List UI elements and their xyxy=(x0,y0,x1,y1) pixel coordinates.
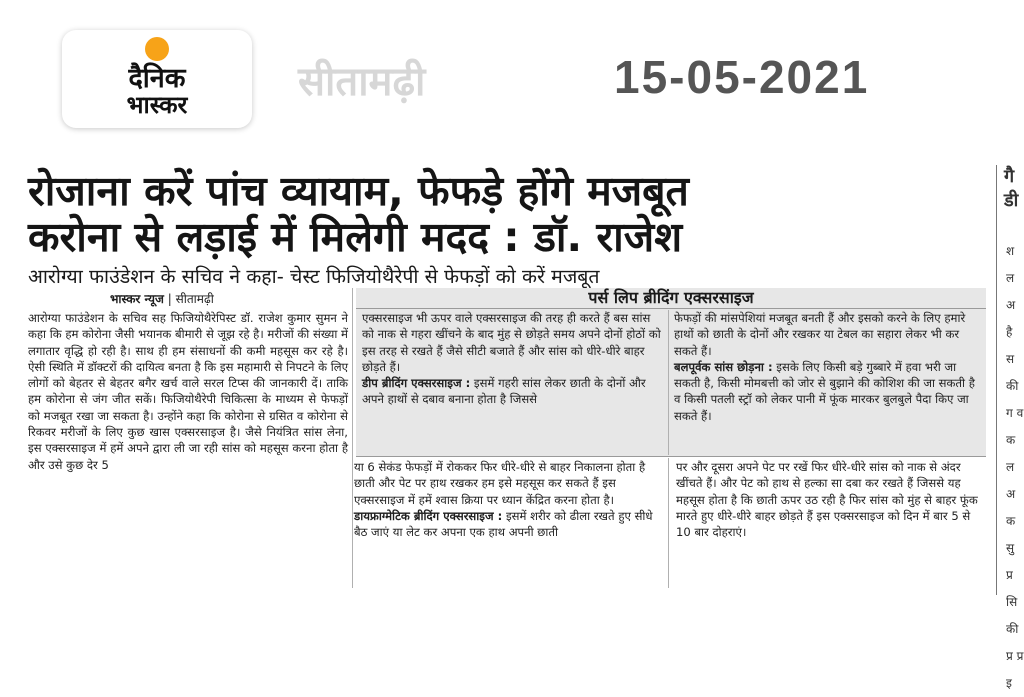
lower-column2 xyxy=(354,459,659,540)
diaphragmatic-text: इसमें शरीर को ढीला रखते हुए सीधे बैठ जाएं या लेट कर अपना एक हाथ अपनी छाती xyxy=(354,508,653,540)
next-story-text-fragments: श ल अ है स की ग व क ल अ क सु प्र सि की प्र प्र इ xyxy=(1006,244,1024,690)
byline-separator: | xyxy=(167,292,176,306)
logo-line1: दैनिक xyxy=(128,63,186,94)
diaphragmatic-paragraph xyxy=(354,508,659,541)
article-column1: आरोग्या फाउंडेशन के सचिव सह फिजियोथैरेपिस्ट डॉ. राजेश कुमार सुमन ने कहा कि हम कोरोना जैसी भयानक बीमारी से जूझ रहे है। मरीजों की संख्या में लगातार वृद्धि हो रही है। साथ ही हम संसाधनों की कमी महसूस कर रहे है। ऐसी स्थिति में डॉक्टरों की दायित्व बनता है कि इस महामारी से निपटने के लिए लोगों को बेहतर से बेहतर बगैर खर्च वाले सरल टिप्स की जानकारी दें। ताकि हम कोरोना से जंग जीत सकें। फिजियोथैरेपी चिकित्सा के माध्यम से फेफड़ों को मजबूत रखा जा सकता है। उन्होंने कहा कि कोरोना से ग्रसित व कोरोना से रिकवर मरीजों के लिए कुछ खास एक्सरसाइज है। जैसे नियंत्रित सांस लेना, इस एक्सरसाइज में हमें अपने द्वारा ली जा रही सांस को महसूस करना होता है और उसे कुछ देर 5 xyxy=(28,311,348,472)
box-bottom-rule xyxy=(356,456,986,457)
edition-date: 15-05-2021 xyxy=(614,51,870,103)
logo xyxy=(62,30,252,128)
box-title-rule xyxy=(356,308,986,309)
next-story-headline-snippet: गै डी xyxy=(1004,166,1019,211)
forced-exhale-label: बलपूर्वक सांस छोड़ना : xyxy=(674,359,773,374)
right-edge-divider xyxy=(996,165,997,595)
diaphragmatic-label: डायफ्राग्मेटिक ब्रीदिंग एक्सरसाइज : xyxy=(354,508,503,523)
column-divider-left xyxy=(352,288,353,588)
box-column2 xyxy=(362,310,662,408)
box-column-divider xyxy=(668,310,669,455)
forced-exhale-paragraph xyxy=(674,359,978,424)
headline-line2: करोना से लड़ाई में मिलेगी मदद : डॉ. राजेश xyxy=(28,213,683,261)
lower-column3: पर और दूसरा अपने पेट पर रखें फिर धीरे-धीरे सांस को नाक से अंदर खींचते हैं। और पेट को हाथ से हल्का सा दबा कर रखते हैं जिससे यह महसूस होता है कि छाती ऊपर उठ रही है फिर सांस को मुंह से बाहर फूंक मारते हुए धीरे-धीरे बाहर छोड़ते हैं इस एक्सरसाइज को दिन में बार 5 से 10 बार दोहराएं। xyxy=(676,460,978,540)
box-column2-text: एक्सरसाइज भी ऊपर वाले एक्सरसाइज की तरह ही करते हैं बस सांस को नाक से गहरा खींचने के बाद मुंह से छोड़ते समय अपने दोनों होठों को इस तरह से रखते हैं जैसे सीटी बजाते हैं और सांस को धीरे-धीरे बाहर छोड़ते हैं। xyxy=(362,311,661,374)
byline-source: भास्कर न्यूज xyxy=(110,292,164,306)
box-column3-text: फेफड़ों की मांसपेशियां मजबूत बनती हैं और इसको करने के लिए हमारे हाथों को छाती के दोनों और रखकर या टेबल का सहारा लेकर भी कर सकते हैं। xyxy=(674,311,966,358)
deep-breathing-label: डीप ब्रीदिंग एक्सरसाइज : xyxy=(362,376,471,391)
column-divider-right xyxy=(668,458,669,588)
headline-line1: रोजाना करें पांच व्यायाम, फेफड़े होंगे मजबूत xyxy=(28,167,689,215)
forced-exhale-text: इसके लिए किसी बड़े गुब्बारे में हवा भरी जा सकती है, किसी मोमबत्ती को जोर से बुझाने की कोशिश की जा सकती है व किसी पतली स्ट्रॉ को लेकर पानी में फूंक मारकर बुलबुले पैदा किए जा सकते हैं। xyxy=(674,359,975,423)
logo-line2: भास्कर xyxy=(126,91,188,119)
subheadline: आरोग्या फाउंडेशन के सचिव ने कहा- चेस्ट फिजियोथैरेपी से फेफड़ों को करें मजबूत xyxy=(28,265,600,288)
city-name: सीतामढ़ी xyxy=(298,59,426,105)
deep-breathing-text: इसमें गहरी सांस लेकर छाती के दोनों और अपने हाथों से दबाव बनाना होता है जिससे xyxy=(362,376,646,407)
box-column3 xyxy=(674,310,978,424)
byline-place: सीतामढ़ी xyxy=(175,292,214,306)
exercise-box-title: पर्स लिप ब्रीदिंग एक्सरसाइज xyxy=(588,288,754,307)
lower-column2-text: या 6 सेकंड फेफड़ों में रोककर फिर धीरे-धीरे से बाहर निकालना होता है छाती और पेट पर हाथ रखकर हम इसे महसूस कर सकते हैं इस एक्सरसाइज में हमें श्वास क्रिया पर ध्यान केंद्रित करना होता है। xyxy=(354,460,646,507)
deep-breathing-paragraph xyxy=(362,375,662,408)
byline xyxy=(110,290,214,307)
